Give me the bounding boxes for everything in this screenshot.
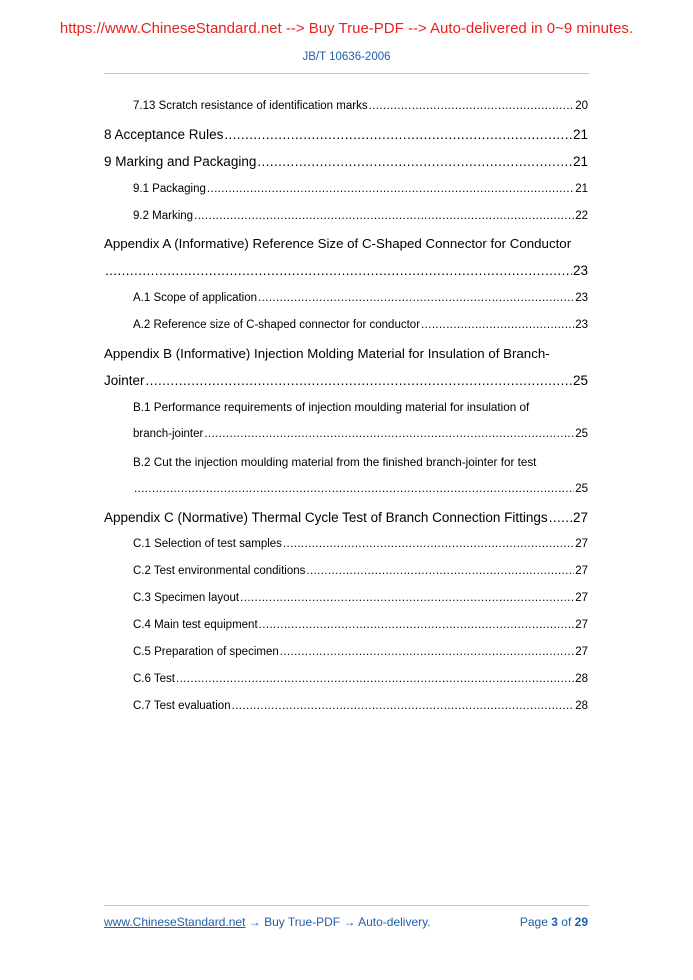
dot-leader xyxy=(421,319,574,331)
dot-leader xyxy=(194,210,574,222)
toc-entry-page: 27 xyxy=(575,646,588,658)
current-page-number: 3 xyxy=(551,915,558,929)
toc-entry-page: 27 xyxy=(575,538,588,550)
toc-entry-a-2[interactable] xyxy=(133,319,588,331)
toc-entry-title: C.4 Main test equipment xyxy=(133,619,258,631)
toc-entry-page: 21 xyxy=(572,154,588,169)
toc-entry-title: 9.2 Marking xyxy=(133,210,194,222)
toc-entry-appendix-b-line2[interactable] xyxy=(104,373,588,388)
dot-leader xyxy=(258,292,574,304)
toc-entry-appendix-a-line1[interactable] xyxy=(104,236,588,251)
toc-entry-page: 27 xyxy=(575,592,588,604)
toc-entry-page: 27 xyxy=(575,565,588,577)
dot-leader xyxy=(369,100,575,112)
footer-site-link[interactable]: www.ChineseStandard.net xyxy=(104,915,246,929)
toc-entry-c-3[interactable] xyxy=(133,592,588,604)
toc-entry-9-1[interactable] xyxy=(133,183,588,195)
toc-entry-page: 27 xyxy=(575,619,588,631)
toc-entry-b-2-line1[interactable] xyxy=(133,456,588,469)
toc-entry-title: C.5 Preparation of specimen xyxy=(133,646,279,658)
dot-leader xyxy=(204,428,574,440)
toc-entry-title: C.6 Test xyxy=(133,673,175,685)
page-indicator xyxy=(520,915,588,929)
toc-entry-9[interactable] xyxy=(104,154,588,169)
toc-entry-b-2-line2[interactable] xyxy=(133,483,588,495)
toc-entry-title: A.1 Scope of application xyxy=(133,292,258,304)
toc-entry-title: C.2 Test environmental conditions xyxy=(133,565,306,577)
toc-entry-c-4[interactable] xyxy=(133,619,588,631)
dot-leader xyxy=(306,565,574,577)
dot-leader xyxy=(146,373,572,388)
toc-entry-title: Appendix A (Informative) Reference Size of C-Shaped Connector for Conductor xyxy=(104,236,572,251)
document-code: JB/T 10636-2006 xyxy=(302,51,391,63)
dot-leader xyxy=(240,592,574,604)
toc-entry-page: 27 xyxy=(572,510,588,525)
toc-entry-title-continuation: Jointer xyxy=(104,373,145,388)
top-banner[interactable]: https://www.ChineseStandard.net --> Buy True-PDF --> Auto-delivered in 0~9 minutes. xyxy=(59,20,634,37)
footer-divider xyxy=(104,905,589,906)
toc-entry-title-continuation: branch-jointer xyxy=(133,428,204,440)
dot-leader xyxy=(259,619,575,631)
toc-entry-c-2[interactable] xyxy=(133,565,588,577)
of-label: of xyxy=(561,915,572,929)
toc-entry-title: B.1 Performance requirements of injection moulding material for insulation of xyxy=(133,401,530,414)
toc-entry-title: Appendix C (Normative) Thermal Cycle Test of Branch Connection Fittings xyxy=(104,510,548,525)
dot-leader xyxy=(232,700,575,712)
toc-entry-c-6[interactable] xyxy=(133,673,588,685)
dot-leader xyxy=(207,183,574,195)
footer-tagline: → Buy True-PDF → Auto-delivery. xyxy=(245,915,431,929)
toc-entry-page: 21 xyxy=(575,183,588,195)
toc-entry-page: 23 xyxy=(575,292,588,304)
dot-leader xyxy=(549,510,572,525)
toc-entry-8[interactable] xyxy=(104,127,588,142)
toc-entry-9-2[interactable] xyxy=(133,210,588,222)
toc-entry-c-1[interactable] xyxy=(133,538,588,550)
toc-entry-b-1-line2[interactable] xyxy=(133,428,588,440)
toc-entry-page: 25 xyxy=(575,483,588,495)
toc-entry-title: 9 Marking and Packaging xyxy=(104,154,257,169)
toc-entry-c-7[interactable] xyxy=(133,700,588,712)
total-pages: 29 xyxy=(574,915,588,929)
toc-entry-page: 25 xyxy=(572,373,588,388)
toc-entry-7-13[interactable] xyxy=(133,100,588,112)
dot-leader xyxy=(257,154,572,169)
dot-leader xyxy=(176,673,574,685)
toc-entry-title: 7.13 Scratch resistance of identification marks xyxy=(133,100,368,112)
toc-entry-title: Appendix B (Informative) Injection Molding Material for Insulation of Branch- xyxy=(104,346,550,361)
toc-entry-page: 23 xyxy=(575,319,588,331)
toc-entry-title: C.3 Specimen layout xyxy=(133,592,240,604)
page-label: Page xyxy=(519,915,548,929)
toc-entry-c-5[interactable] xyxy=(133,646,588,658)
toc-entry-page: 20 xyxy=(575,100,588,112)
dot-leader xyxy=(280,646,574,658)
toc-entry-title: 9.1 Packaging xyxy=(133,183,206,195)
page-footer xyxy=(104,915,588,929)
toc-entry-title: 8 Acceptance Rules xyxy=(104,127,224,142)
toc-entry-page: 22 xyxy=(575,210,588,222)
toc-entry-page: 28 xyxy=(575,673,588,685)
dot-leader xyxy=(283,538,574,550)
toc-entry-page: 21 xyxy=(572,127,588,142)
toc-entry-appendix-b-line1[interactable] xyxy=(104,346,588,361)
toc-entry-title: C.1 Selection of test samples xyxy=(133,538,282,550)
dot-leader xyxy=(224,127,572,142)
toc-entry-title: B.2 Cut the injection moulding material from the finished branch-jointer for test xyxy=(133,456,537,469)
toc-entry-page: 28 xyxy=(575,700,588,712)
footer-left xyxy=(104,915,431,929)
toc-entry-page: 25 xyxy=(575,428,588,440)
header-divider xyxy=(104,73,589,74)
toc-entry-title: A.2 Reference size of C-shaped connector for conductor xyxy=(133,319,421,331)
dot-leader xyxy=(105,263,572,278)
toc-entry-appendix-c[interactable] xyxy=(104,510,588,525)
dot-leader xyxy=(134,483,574,495)
toc-entry-page: 23 xyxy=(572,263,588,278)
toc-entry-appendix-a-line2[interactable] xyxy=(104,263,588,278)
toc-entry-b-1-line1[interactable] xyxy=(133,401,588,414)
toc-entry-a-1[interactable] xyxy=(133,292,588,304)
toc-entry-title: C.7 Test evaluation xyxy=(133,700,231,712)
